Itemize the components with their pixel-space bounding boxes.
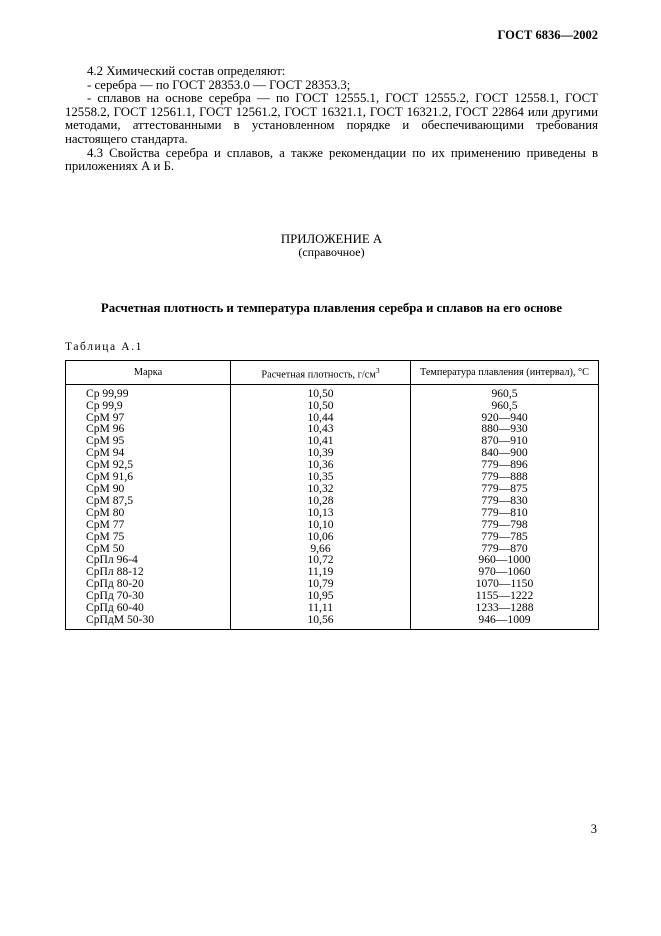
cell-marka: СрМ 90 bbox=[66, 483, 231, 495]
cell-melting: 779—785 bbox=[411, 531, 599, 543]
table-row bbox=[66, 447, 599, 459]
cell-melting: 779—870 bbox=[411, 543, 599, 555]
cell-melting: 779—875 bbox=[411, 483, 599, 495]
cell-marka: СрМ 95 bbox=[66, 435, 231, 447]
cell-density: 10,44 bbox=[231, 412, 411, 424]
cell-marka: СрМ 80 bbox=[66, 507, 231, 519]
list-item-alloys: - сплавов на основе серебра — по ГОСТ 12555.1, ГОСТ 12555.2, ГОСТ 12558.1, ГОСТ 12558.2, ГОСТ 12561.1, ГОСТ 12561.2, ГОСТ 16321.1, ГОСТ 16321.2, ГОСТ 22864 или другими методами, аттестованными в установленном порядке и обеспечивающими требования настоящего стандарта. bbox=[65, 91, 598, 146]
clause-4-2: 4.2 Химический состав определяют: bbox=[87, 64, 286, 78]
cell-melting: 960—1000 bbox=[411, 554, 599, 566]
cell-marka: СрМ 91,6 bbox=[66, 471, 231, 483]
cell-density: 10,13 bbox=[231, 507, 411, 519]
cell-melting: 840—900 bbox=[411, 447, 599, 459]
standard-number: ГОСТ 6836—2002 bbox=[497, 28, 598, 42]
cell-density: 10,35 bbox=[231, 471, 411, 483]
table-row bbox=[66, 384, 599, 399]
table-row bbox=[66, 495, 599, 507]
table-row bbox=[66, 590, 599, 602]
table-row bbox=[66, 543, 599, 555]
cell-marka: СрПд 60-40 bbox=[66, 602, 231, 614]
cell-marka: СрМ 96 bbox=[66, 423, 231, 435]
cell-density: 10,06 bbox=[231, 531, 411, 543]
cell-density: 10,32 bbox=[231, 483, 411, 495]
cell-marka: СрПл 88-12 bbox=[66, 566, 231, 578]
table-row bbox=[66, 566, 599, 578]
cell-density: 10,95 bbox=[231, 590, 411, 602]
cell-melting: 1070—1150 bbox=[411, 578, 599, 590]
cell-melting: 960,5 bbox=[411, 384, 599, 399]
table-row bbox=[66, 471, 599, 483]
cell-density: 9,66 bbox=[231, 543, 411, 555]
cell-melting: 946—1009 bbox=[411, 614, 599, 629]
cell-melting: 779—798 bbox=[411, 519, 599, 531]
cell-density: 10,50 bbox=[231, 400, 411, 412]
cell-melting: 779—896 bbox=[411, 459, 599, 471]
cell-melting: 1233—1288 bbox=[411, 602, 599, 614]
cell-marka: СрМ 87,5 bbox=[66, 495, 231, 507]
cell-marka: СрМ 92,5 bbox=[66, 459, 231, 471]
cell-marka: СрПд 70-30 bbox=[66, 590, 231, 602]
cell-melting: 779—830 bbox=[411, 495, 599, 507]
table-row bbox=[66, 400, 599, 412]
cell-density: 10,39 bbox=[231, 447, 411, 459]
table-row bbox=[66, 602, 599, 614]
document-body bbox=[65, 65, 598, 630]
clause-4-3: 4.3 Свойства серебра и сплавов, а также рекомендации по их применению приведены в приложениях А и Б. bbox=[65, 145, 598, 174]
table-body bbox=[66, 384, 599, 629]
page-number: 3 bbox=[590, 822, 597, 836]
table-row bbox=[66, 519, 599, 531]
table-header-row bbox=[66, 360, 599, 384]
cell-density: 11,11 bbox=[231, 602, 411, 614]
appendix-heading bbox=[65, 232, 598, 259]
cell-melting: 880—930 bbox=[411, 423, 599, 435]
col-header-density: Расчетная плотность, $г/см^3$ bbox=[231, 360, 411, 384]
cell-density: 10,10 bbox=[231, 519, 411, 531]
table-row bbox=[66, 423, 599, 435]
cell-marka: СрМ 97 bbox=[66, 412, 231, 424]
cell-density: 10,50 bbox=[231, 384, 411, 399]
cell-density: 10,36 bbox=[231, 459, 411, 471]
cell-marka: СрПд 80-20 bbox=[66, 578, 231, 590]
table-row bbox=[66, 459, 599, 471]
table-row bbox=[66, 554, 599, 566]
cell-melting: 870—910 bbox=[411, 435, 599, 447]
cell-marka: СрПдМ 50-30 bbox=[66, 614, 231, 629]
table-row bbox=[66, 435, 599, 447]
cell-melting: 779—810 bbox=[411, 507, 599, 519]
cell-marka: СрМ 50 bbox=[66, 543, 231, 555]
cell-density: 10,72 bbox=[231, 554, 411, 566]
cell-marka: Ср 99,9 bbox=[66, 400, 231, 412]
table-row bbox=[66, 614, 599, 629]
cell-melting: 970—1060 bbox=[411, 566, 599, 578]
col-header-melting: Температура плавления (интервал), °С bbox=[411, 360, 599, 384]
appendix-subtitle: (справочное) bbox=[298, 244, 365, 259]
table-row bbox=[66, 578, 599, 590]
table-row bbox=[66, 531, 599, 543]
cell-density: 11,19 bbox=[231, 566, 411, 578]
cell-density: 10,43 bbox=[231, 423, 411, 435]
cell-marka: СрМ 77 bbox=[66, 519, 231, 531]
cell-density: 10,28 bbox=[231, 495, 411, 507]
cell-density: 10,79 bbox=[231, 578, 411, 590]
cell-melting: 1155—1222 bbox=[411, 590, 599, 602]
cell-melting: 960,5 bbox=[411, 400, 599, 412]
cell-melting: 920—940 bbox=[411, 412, 599, 424]
cell-density: 10,41 bbox=[231, 435, 411, 447]
table-label: Таблица А.1 bbox=[65, 340, 143, 353]
cell-marka: Ср 99,99 bbox=[66, 384, 231, 399]
appendix-title: ПРИЛОЖЕНИЕ А bbox=[280, 231, 383, 246]
cell-density: 10,56 bbox=[231, 614, 411, 629]
cell-marka: СрМ 94 bbox=[66, 447, 231, 459]
table-row bbox=[66, 507, 599, 519]
document-header bbox=[65, 28, 598, 43]
cell-marka: СрПл 96-4 bbox=[66, 554, 231, 566]
cell-marka: СрМ 75 bbox=[66, 531, 231, 543]
cell-melting: 779—888 bbox=[411, 471, 599, 483]
col-header-marka: Марка bbox=[66, 360, 231, 384]
table-title: Расчетная плотность и температура плавления серебра и сплавов на его основе bbox=[100, 300, 563, 315]
table-row bbox=[66, 483, 599, 495]
table-row bbox=[66, 412, 599, 424]
density-melting-table bbox=[65, 360, 599, 630]
list-item-silver: - серебра — по ГОСТ 28353.0 — ГОСТ 28353.3; bbox=[87, 77, 351, 92]
superscript-3: 3 bbox=[375, 365, 380, 375]
table-head bbox=[66, 360, 599, 384]
